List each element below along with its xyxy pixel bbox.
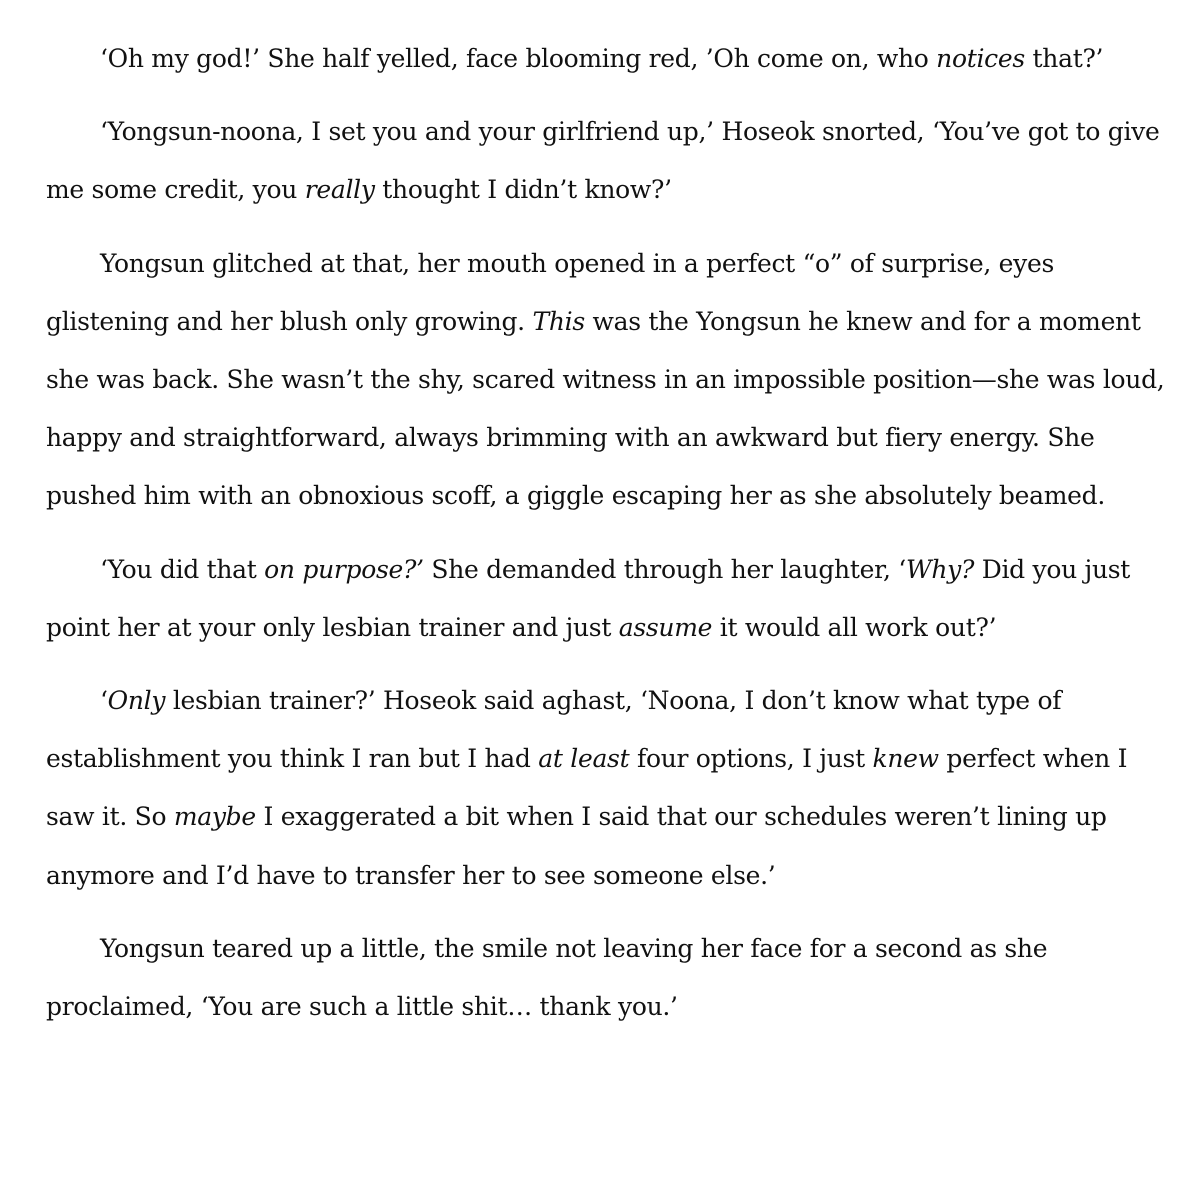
text-run: perfect when I saw it. So [46, 744, 1128, 832]
text-run: thought I didn’t know?’ [374, 175, 672, 205]
italic-text: at least [538, 744, 630, 774]
text-run: was the Yongsun he knew and for a moment she was back. She wasn’t the shy, scared witness in an impossible position—she was loud, happy and straightforward, always brimming with an awkward but fiery energy. She pushed him with an obnoxious scoff, a giggle escaping her as she absolutely beamed. [46, 306, 1165, 511]
italic-text: maybe [173, 802, 256, 832]
paragraph [46, 30, 1166, 88]
italic-text: Only [107, 686, 166, 716]
text-run: ‘Yongsun-noona, I set you and your girlfriend up,’ Hoseok snorted, ‘You’ve got to give me some credit, you [46, 117, 1160, 205]
text-run: ‘You did that [100, 554, 265, 584]
italic-text: really [304, 175, 375, 205]
italic-text: knew [872, 744, 939, 774]
text-run: I exaggerated a bit when I said that our schedules weren’t lining up anymore and I’d have to transfer her to see someone else.’ [46, 802, 1107, 890]
paragraph [46, 672, 1166, 905]
document-page [46, 30, 1166, 1051]
paragraph [46, 541, 1166, 657]
italic-text: notices [936, 44, 1025, 73]
text-run: it would all work out?’ [712, 612, 997, 642]
text-run: ‘Oh my god!’ She half yelled, face blooming red, ’Oh come on, who [100, 44, 937, 73]
paragraph [46, 103, 1166, 219]
text-run: lesbian trainer?’ Hoseok said aghast, ‘Noona, I don’t know what type of establishment you think I ran but I had [46, 686, 1062, 774]
text-run: ‘ [100, 686, 108, 716]
italic-text: This [532, 306, 585, 336]
text-run: Did you just point her at your only lesbian trainer and just [46, 554, 1131, 642]
paragraph [46, 235, 1166, 526]
italic-text: Why? [905, 554, 975, 584]
italic-text: on purpose?’ [264, 554, 424, 584]
text-run: four options, I just [629, 744, 873, 774]
paragraph [46, 920, 1166, 1036]
text-run: that?’ [1024, 44, 1104, 73]
italic-text: assume [618, 612, 713, 642]
text-run: Yongsun teared up a little, the smile not leaving her face for a second as she proclaimed, ‘You are such a little shit… thank you.’ [46, 933, 1048, 1022]
text-run: Yongsun glitched at that, her mouth opened in a perfect “o” of surprise, eyes glistening and her blush only growing. [46, 248, 1054, 336]
text-run: She demanded through her laughter, ‘ [423, 554, 906, 584]
